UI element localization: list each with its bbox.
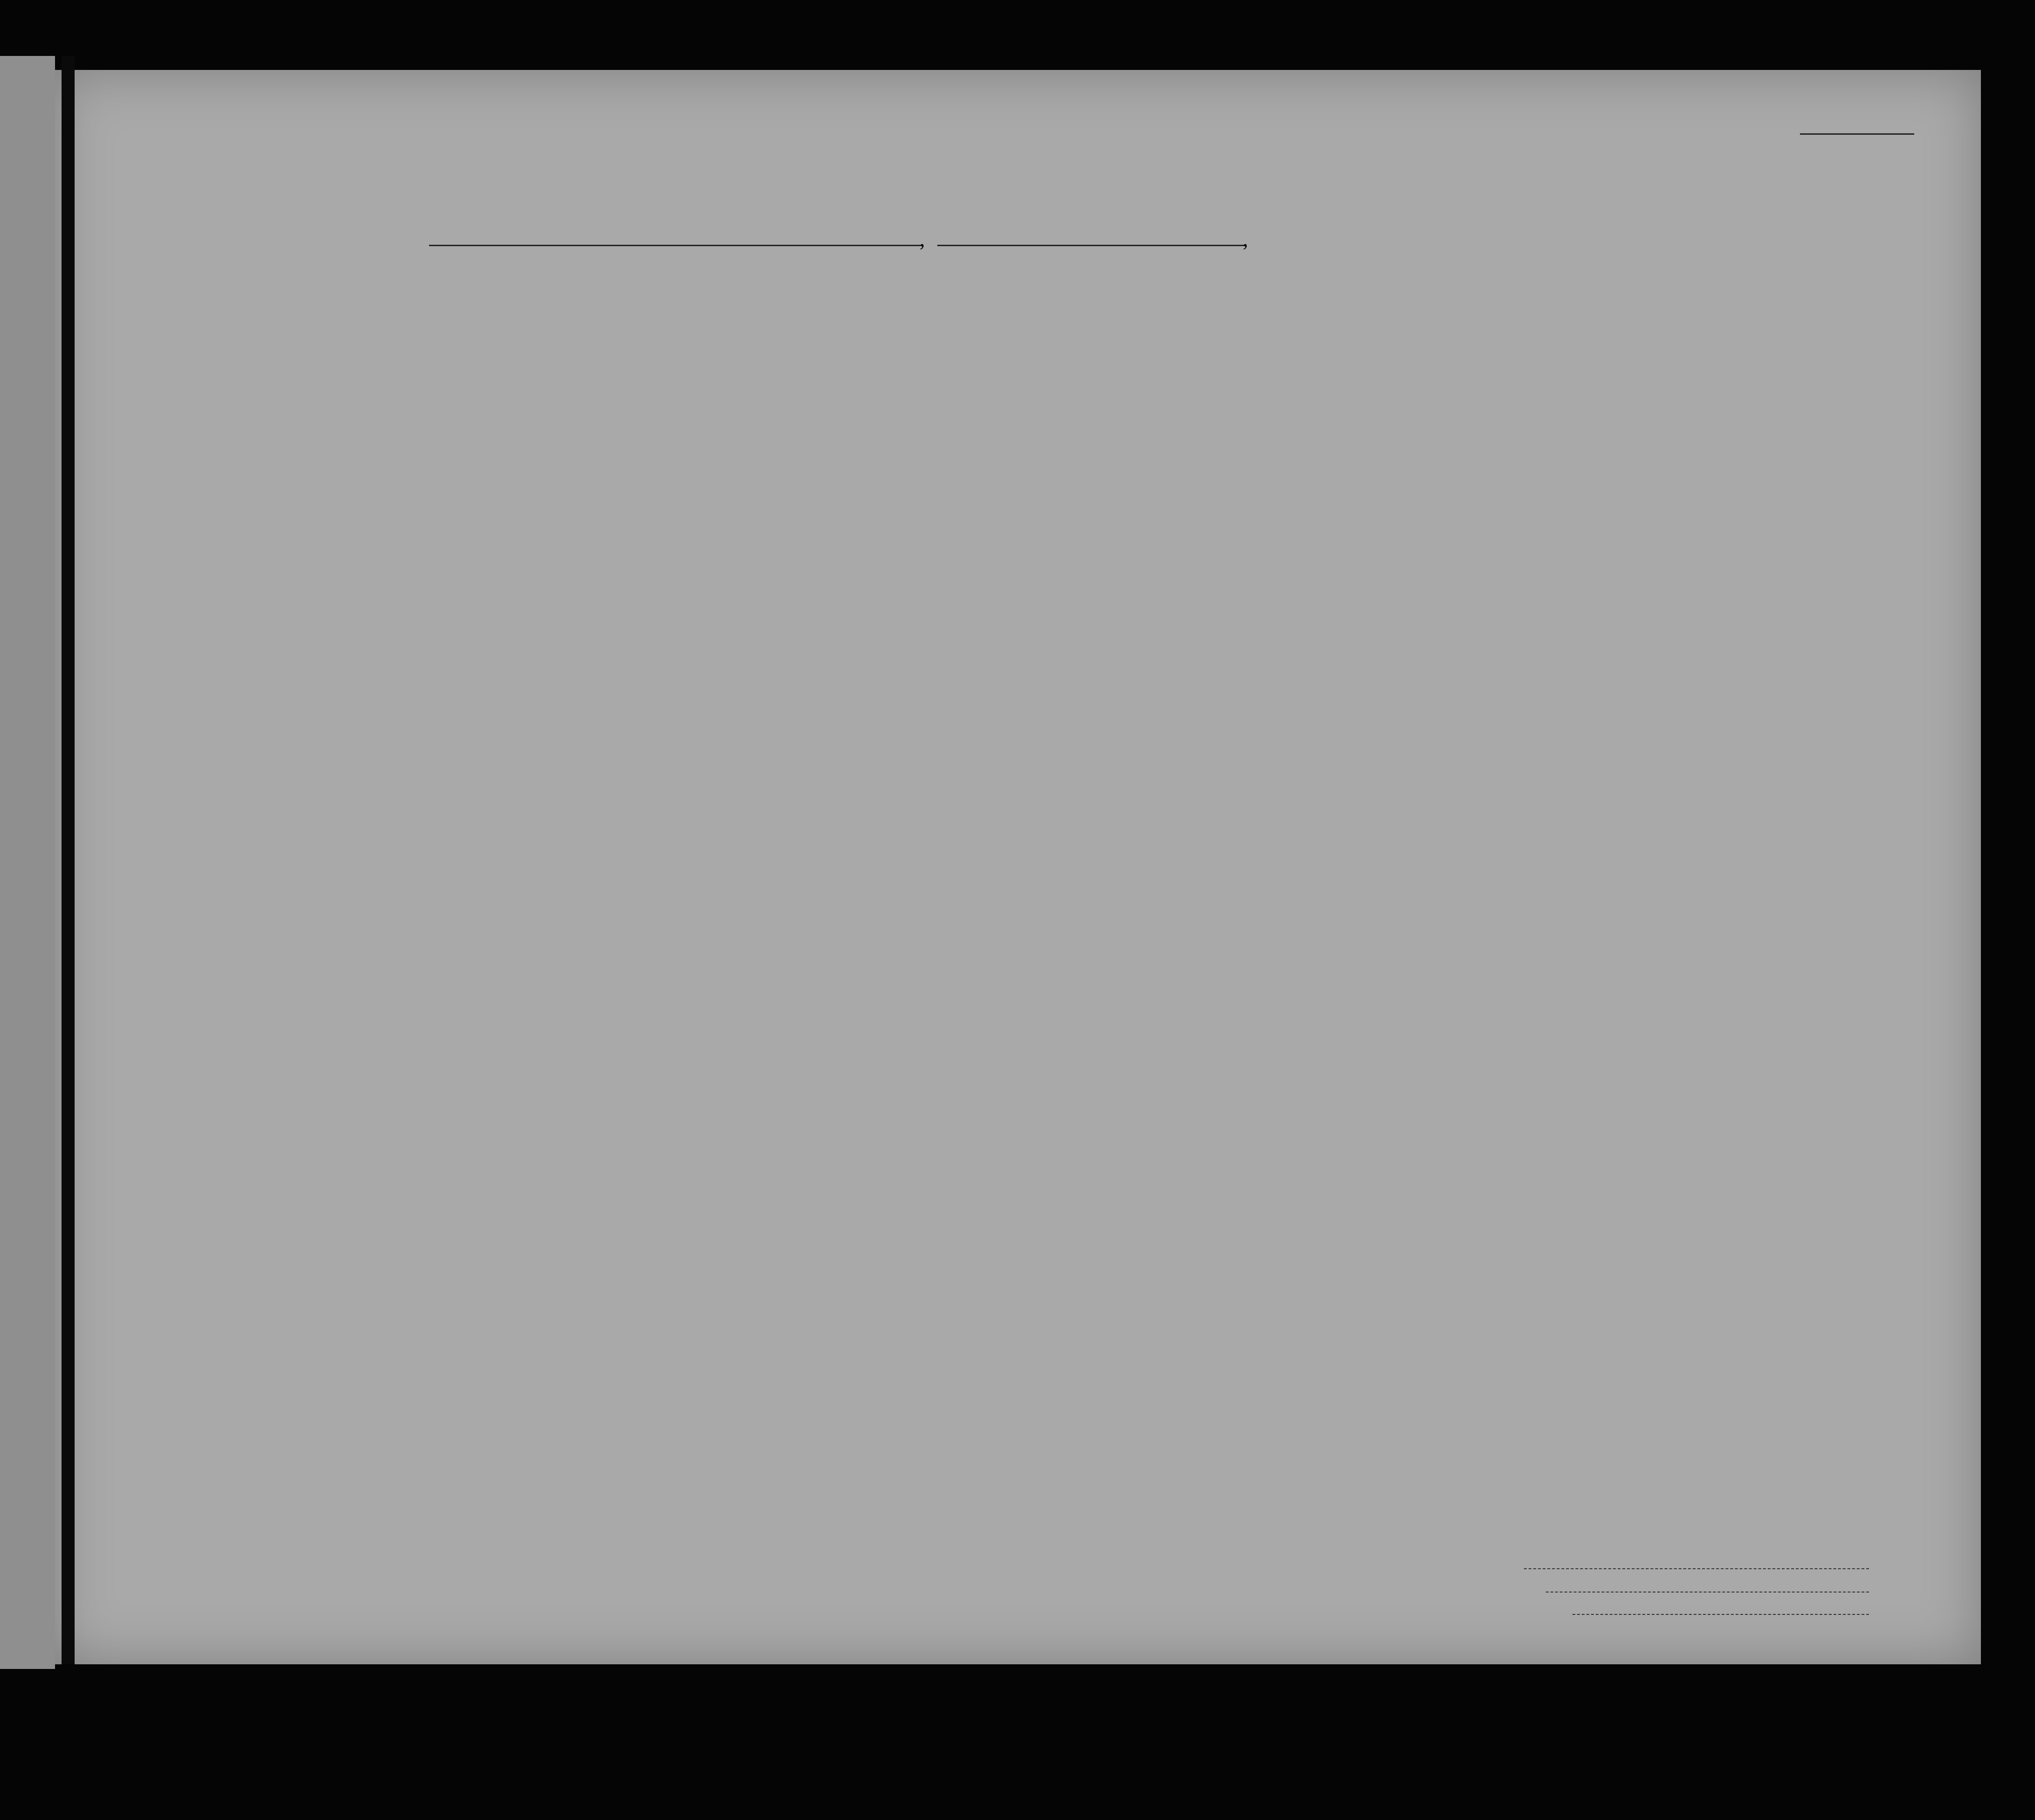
port-line <box>429 245 921 246</box>
comma-2: , <box>1243 227 1248 251</box>
comma-1: , <box>920 227 925 251</box>
list-underline <box>1800 133 1914 135</box>
manifest-table <box>196 268 1973 1524</box>
agents-rule <box>1572 1614 1869 1615</box>
line-rule <box>1524 1568 1869 1569</box>
date-line <box>937 245 1245 246</box>
binding-strip <box>62 56 75 1664</box>
left-page-edge <box>0 56 55 1669</box>
